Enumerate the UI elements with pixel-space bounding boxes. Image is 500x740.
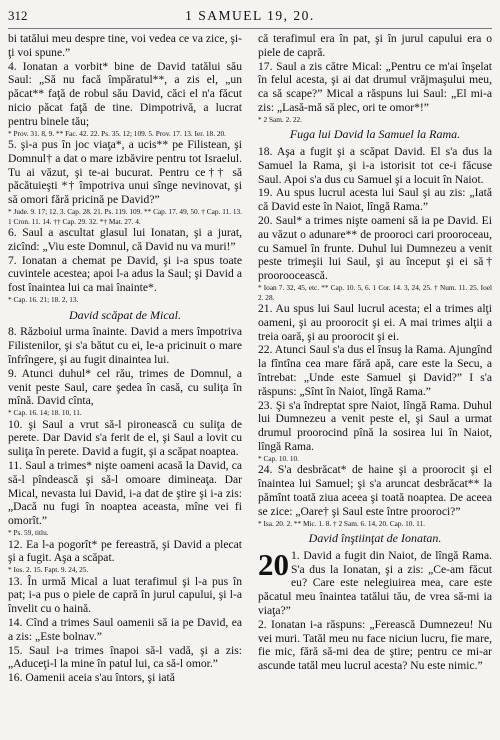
- cross-reference: * Prov. 31. 8, 9. ** Fac. 42. 22. Ps. 35. 12; 109. 5. Prov. 17. 13. Ier. 18. 20.: [8, 128, 226, 138]
- right-column: [258, 32, 492, 685]
- verse-paragraph: bi tatălui meu despre tine, voi vedea ce va zice, şi-ţi voi spune.”: [8, 32, 242, 59]
- verse-paragraph: 11. Saul a trimes* nişte oameni acasă la David, ca să-l pîndească şi să-l omoare dimineaţa. Dar Mical, nevasta lui David, i-a dat de ştire şi i-a zis: „Dacă nu fugi în noaptea aceasta, mîne vei fi omorît.”: [8, 459, 242, 528]
- verse-paragraph: 23. Şi s'a îndreptat spre Naiot, lîngă Rama. Duhul lui Dumnezeu a venit peste el, şi Saul a urmat drumul proorocind pînă la sosirea lui în Naiot, lîngă Rama.: [258, 398, 492, 454]
- verse-paragraph: 16. Oamenii aceia s'au întors, şi iată: [8, 671, 175, 685]
- verse-paragraph: 2. Ionatan i-a răspuns: „Ferească Dumnezeu! Nu vei muri. Tatăl meu nu face niciun lucru, fie mare, fie mic, fără să-mi dea de ştire; pentru ce mi-ar ascunde tatăl meu lucrul acesta? Nu este nimic.”: [258, 617, 492, 673]
- running-header: [8, 8, 492, 29]
- verse-paragraph: 9. Atunci duhul* cel rău, trimes de Domnul, a venit peste Saul, care şedea în casă, cu suliţa în mînă. David cînta,: [8, 366, 242, 408]
- verse-paragraph: 10. şi Saul a vrut să-l pironească cu suliţa de perete. Dar David s'a ferit de el, şi Saul a lovit cu suliţa în perete. David a fugit, şi a scăpat noaptea.: [8, 417, 242, 459]
- verse-paragraph: 19. Au spus lucrul acesta lui Saul şi au zis: „Iată că David este în Naiot, lîngă Rama.”: [258, 186, 492, 214]
- cross-reference: * Ps. 59, titlu.: [8, 528, 49, 537]
- cross-reference: * Jude. 9. 17; 12. 3. Cap. 28. 21. Ps. 119. 109. ** Cap. 17. 49, 50. † Cap. 11. 13. 1 Cron. 11. 14. †† Cap. 29. 32. *† Mat. 27. 4.: [8, 207, 242, 226]
- verse-paragraph: 20. Saul* a trimes nişte oameni să ia pe David. Ei au văzut o adunare** de prooroci cari prooroceau, cu Samuel în frunte. Duhul lui Dumnezeu a venit peste trimeşii lui Saul, şi au început şi ei să† prooroocească.: [258, 214, 492, 283]
- chapter-opening-paragraph: [258, 546, 492, 618]
- section-heading: Fuga lui David la Samuel la Rama.: [289, 127, 461, 142]
- verse-paragraph: 7. Ionatan a chemat pe David, şi i-a spus toate cuvintele acestea; apoi l-a adus la Saul; şi David a fost înaintea lui ca mai înainte*.: [8, 253, 242, 295]
- verse-paragraph: 5. şi-a pus în joc viaţa*, a ucis** pe Filistean, şi Domnul† a dat o mare izbăvire pentru tot Israelul. Tu ai văzut, şi te-ai bucurat. Pentru ce†† să păcătuieşti *† împotriva unui sînge nevinovat, şi să omori fără pricină pe David?”: [8, 138, 242, 207]
- verse-paragraph: 13. În urmă Mical a luat terafimul şi l-a pus în pat; i-a pus o piele de capră în jurul capului, şi l-a învelit cu o haină.: [8, 574, 242, 616]
- verse-text: 1. David a fugit din Naiot, de lîngă Rama. S'a dus la Ionatan, şi a zis: „Ce-am făcut eu? Care este nelegiuirea mea, care este păcatul meu înaintea tatălui tău, de vrea să-mi ia viaţa?”: [258, 548, 492, 617]
- verse-paragraph: 4. Ionatan a vorbit* bine de David tatălui său Saul: „Să nu facă împăratul**, a zis el, „un păcat** faţă de robul său David, căci el n'a făcut nicio păcat faţă de tine. Dimpotrivă, a lucrat pentru binele tău;: [8, 59, 242, 128]
- cross-reference: * Isa. 20. 2. ** Mic. 1. 8. † 2 Sam. 6. 14, 20. Cap. 10. 11.: [258, 518, 425, 528]
- verse-paragraph: 15. Saul i-a trimes înapoi să-l vadă, şi a zis: „Aduceţi-l la mine în patul lui, ca să-l omor.”: [8, 643, 242, 671]
- cross-reference: * Ios. 2. 15. Fapt. 9. 24, 25.: [8, 565, 89, 575]
- verse-paragraph: 12. Ea l-a pogorît* pe fereastră, şi David a plecat şi a fugit. Aşa a scăpat.: [8, 537, 242, 565]
- chapter-number: 20: [258, 546, 289, 582]
- left-column: [8, 32, 242, 685]
- verse-paragraph: 6. Saul a ascultat glasul lui Ionatan, şi a jurat, zicînd: „Viu este Domnul, că David nu va muri!”: [8, 226, 242, 253]
- verse-paragraph: 18. Aşa a fugit şi a scăpat David. El s'a dus la Samuel la Rama, şi i-a istorisit tot ce-i făcuse Saul. Apoi s'a dus cu Samuel şi a locuit în Naiot.: [258, 145, 492, 186]
- section-heading: David înştiinţat de Ionatan.: [308, 531, 442, 545]
- verse-paragraph: 17. Saul a zis către Mical: „Pentru ce m'ai înşelat în felul acesta, şi ai dat drumul vrăjmaşului meu, ca să scape?” Mical a răspuns lui Saul: „El mi-a zis: „Lasă-mă să plec, ori te omor*!”: [258, 59, 492, 114]
- verse-paragraph: că terafimul era în pat, şi în jurul capului era o piele de capră.: [258, 32, 492, 59]
- cross-reference: * 2 Sam. 2. 22.: [258, 114, 302, 124]
- verse-paragraph: 22. Atunci Saul s'a dus el însuş la Rama. Ajungînd la fîntîna cea mare fără apă, care este la Secu, a întrebat: „Unde este Samuel şi David?” I s'a răspuns: „Sînt în Naiot, lîngă Rama.”: [258, 343, 492, 398]
- verse-paragraph: 21. Au spus lui Saul lucrul acesta; el a trimes alţi oameni, şi au proorocit şi ei. A mai trimes alţii a treia oară, şi au proorocit şi ei.: [258, 302, 492, 343]
- verse-paragraph: 14. Cînd a trimes Saul oamenii să ia pe David, ea a zis: „Este bolnav.”: [8, 615, 242, 643]
- verse-paragraph: 24. S'a desbrăcat* de haine şi a proorocit şi el înaintea lui Samuel; şi s'a aruncat desbrăcat** la pămînt toată ziua aceea şi toată noaptea. De aceea se zice: „Oare† şi Saul este între prooroci?”: [258, 463, 492, 518]
- cross-reference: * Cap. 16. 21; 18. 2, 13.: [8, 295, 79, 305]
- page-number: 312: [8, 8, 28, 23]
- verse-paragraph: 8. Războiul urma înainte. David a mers împotriva Filistenilor, şi s'a bătut cu ei, le-a pricinuit o mare înfrîngere, şi au fugit dinaintea lui.: [8, 325, 242, 366]
- cross-reference: * Cap. 16. 14; 18. 10, 11.: [8, 408, 82, 418]
- cross-reference: * Cap. 10. 10.: [258, 453, 299, 463]
- running-title: 1 SAMUEL 19, 20.: [185, 8, 315, 23]
- cross-reference: * Ioan 7. 32, 45, etc. ** Cap. 10. 5, 6. 1 Cor. 14. 3, 24, 25. † Num. 11. 25. Ioel 2. 28.: [258, 283, 492, 302]
- section-heading: David scăpat de Mical.: [69, 307, 181, 322]
